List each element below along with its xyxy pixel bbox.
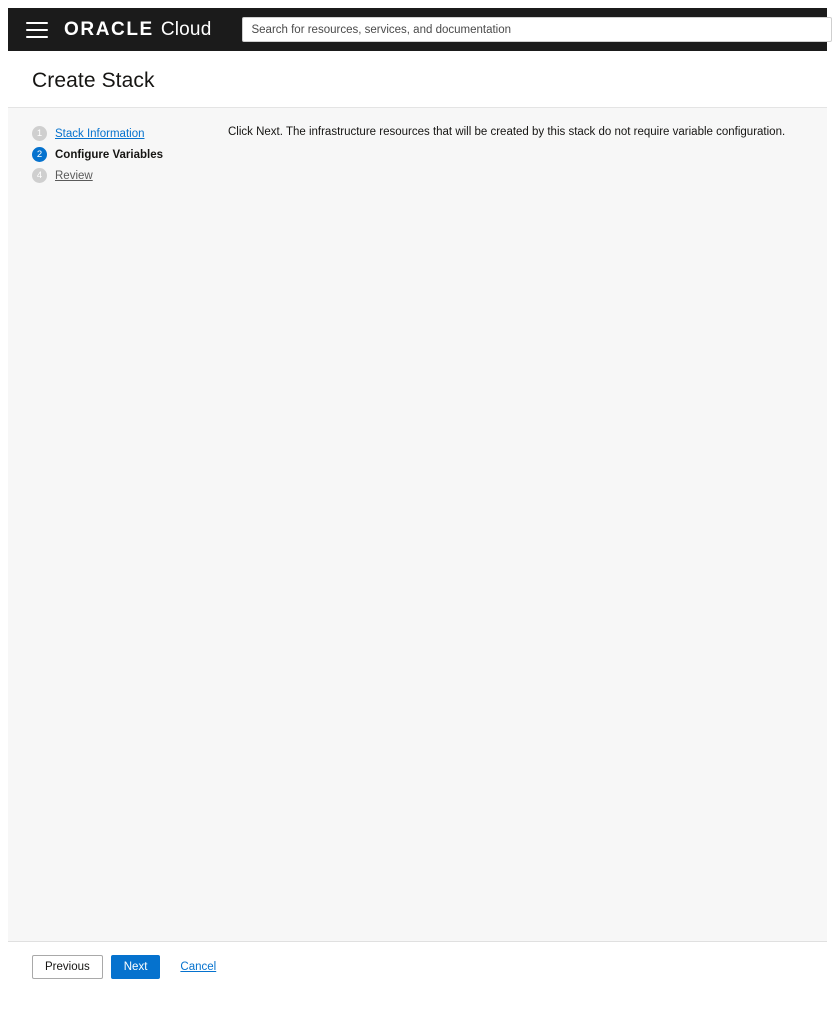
- oracle-cloud-logo[interactable]: [64, 19, 211, 41]
- brand-cloud-text: Cloud: [160, 18, 212, 40]
- cancel-link[interactable]: Cancel: [180, 961, 217, 973]
- previous-button[interactable]: Previous: [32, 955, 103, 979]
- wizard-step-label: Review: [55, 169, 93, 182]
- brand-oracle-text: ORACLE: [64, 18, 154, 40]
- wizard-footer: [8, 942, 827, 999]
- wizard-step-review[interactable]: [32, 165, 212, 186]
- hamburger-line: [26, 29, 48, 31]
- wizard-panel-body: [228, 124, 807, 140]
- next-button[interactable]: Next: [111, 955, 161, 979]
- create-stack-wizard-panel: [8, 108, 827, 942]
- step-number-badge: 4: [32, 168, 47, 183]
- step-number-badge: 1: [32, 126, 47, 141]
- top-navigation-bar: [8, 8, 827, 51]
- page-title: Create Stack: [32, 69, 155, 92]
- hamburger-line: [26, 22, 48, 24]
- wizard-step-label: Configure Variables: [55, 148, 164, 161]
- wizard-footer-actions: [32, 955, 216, 979]
- step-number-badge: 2: [32, 147, 47, 162]
- hamburger-line: [26, 36, 48, 38]
- configure-variables-message: Click Next. The infrastructure resources that will be created by this stack do not require variable configuration.: [228, 126, 786, 138]
- wizard-step-list: [32, 123, 212, 186]
- bottom-strip: [0, 999, 835, 1010]
- search-input[interactable]: [242, 17, 832, 42]
- wizard-step-stack-information[interactable]: [32, 123, 212, 144]
- wizard-step-configure-variables[interactable]: [32, 144, 212, 165]
- wizard-step-label: Stack Information: [55, 127, 145, 140]
- page-header: [8, 51, 827, 108]
- hamburger-menu-icon[interactable]: [26, 22, 48, 38]
- global-search: [242, 17, 832, 42]
